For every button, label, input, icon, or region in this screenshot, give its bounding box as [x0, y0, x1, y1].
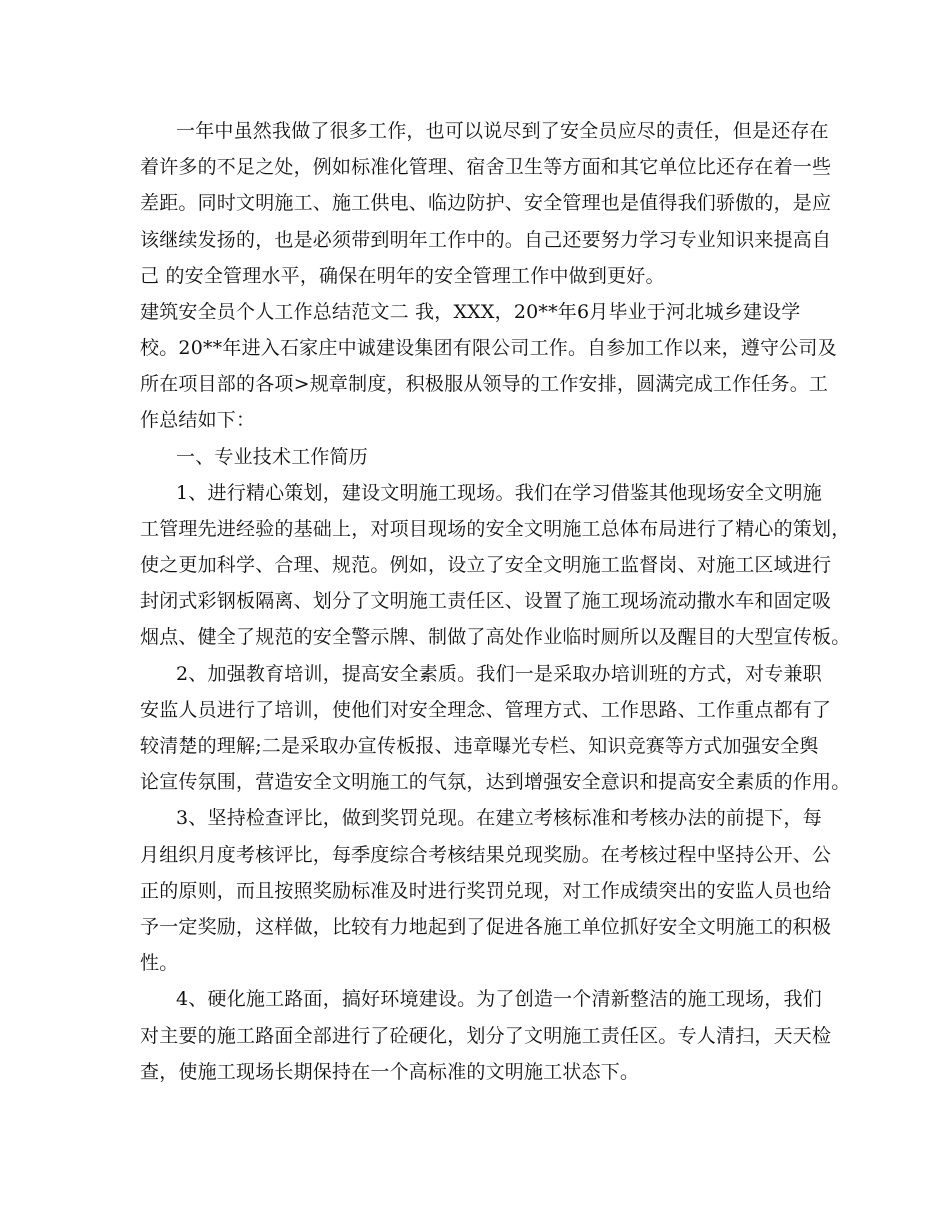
- text-line: 作总结如下：: [140, 409, 256, 431]
- text-line: 工管理先进经验的基础上，对项目现场的安全文明施工总体布局进行了精心的策划，: [140, 518, 851, 540]
- text-line: 予一定奖励，这样做，比较有力地起到了促进各施工单位抓好安全文明施工的积极: [140, 916, 832, 938]
- text-line: 一年中虽然我做了很多工作，也可以说尽到了安全员应尽的责任，但是还存在: [176, 120, 829, 142]
- text-line: 安监人员进行了培训，使他们对安全理念、管理方式、工作思路、工作重点都有了: [140, 699, 832, 721]
- text-line: 封闭式彩钢板隔离、划分了文明施工责任区、设置了施工现场流动撒水车和固定吸: [140, 590, 832, 612]
- text-line: 使之更加科学、合理、规范。例如，设立了安全文明施工监督岗、对施工区域进行: [140, 554, 832, 576]
- section-heading: 一、专业技术工作简历: [176, 446, 369, 468]
- text-line: 所在项目部的各项>规章制度，积极服从领导的工作安排，圆满完成工作任务。工: [140, 373, 829, 395]
- text-line: 差距。同时文明施工、施工供电、临边防护、安全管理也是值得我们骄傲的，是应: [140, 192, 832, 214]
- text-line: 正的原则，而且按照奖励标准及时进行奖罚兑现，对工作成绩突出的安监人员也给: [140, 880, 832, 902]
- text-line: 己 的安全管理水平，确保在明年的安全管理工作中做到更好。: [140, 265, 665, 287]
- text-line: 1、进行精心策划，建设文明施工现场。我们在学习借鉴其他现场安全文明施: [176, 482, 822, 504]
- text-line: 对主要的施工路面全部进行了砼硬化，划分了文明施工责任区。专人清扫，天天检: [140, 1025, 832, 1047]
- text-line: 较清楚的理解;二是采取办宣传板报、违章曝光专栏、知识竞赛等方式加强安全舆: [140, 735, 819, 757]
- text-line: 校。20**年进入石家庄中诚建设集团有限公司工作。自参加工作以来，遵守公司及: [140, 337, 837, 359]
- text-line: 烟点、健全了规范的安全警示牌、制做了高处作业临时厕所以及醒目的大型宣传板。: [140, 626, 851, 648]
- text-line: 论宣传氛围，营造安全文明施工的气氛，达到增强安全意识和提高安全素质的作用。: [140, 771, 851, 793]
- text-line: 着许多的不足之处，例如标准化管理、宿舍卫生等方面和其它单位比还存在着一些: [140, 156, 832, 178]
- text-line: 性。: [140, 952, 179, 974]
- text-line: 3、坚持检查评比，做到奖罚兑现。在建立考核标准和考核办法的前提下，每: [176, 807, 822, 829]
- text-line: 4、硬化施工路面，搞好环境建设。为了创造一个清新整洁的施工现场，我们: [176, 988, 822, 1010]
- text-line: 查，使施工现场长期保持在一个高标准的文明施工状态下。: [140, 1061, 640, 1083]
- text-line: 建筑安全员个人工作总结范文二 我，XXX，20**年6月毕业于河北城乡建设学: [140, 301, 801, 323]
- text-line: 该继续发扬的，也是必须带到明年工作中的。自己还要努力学习专业知识来提高自: [140, 229, 832, 251]
- text-line: 2、加强教育培训，提高安全素质。我们一是采取办培训班的方式，对专兼职: [176, 663, 822, 685]
- text-line: 月组织月度考核评比，每季度综合考核结果兑现奖励。在考核过程中坚持公开、公: [140, 844, 832, 866]
